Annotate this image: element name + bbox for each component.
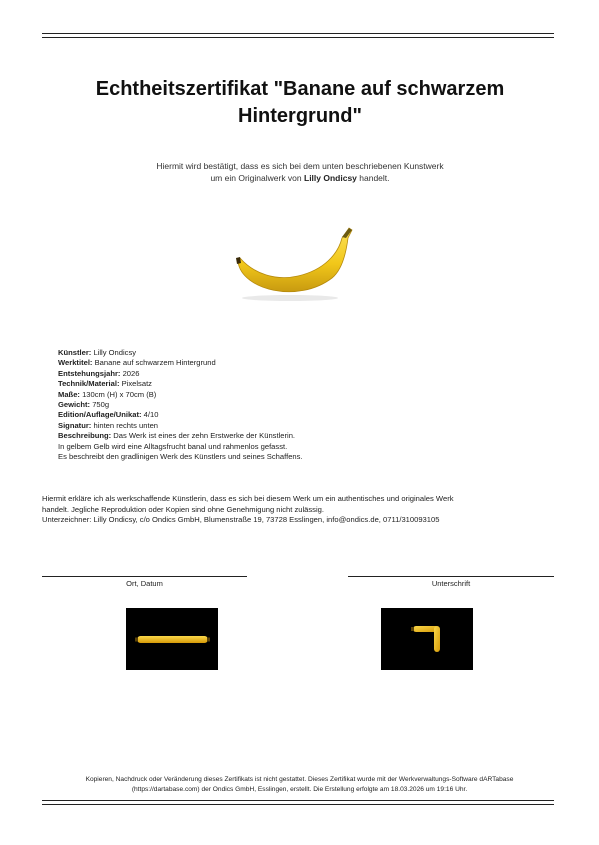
intro-line-2-after: handelt. [356, 173, 390, 183]
description-line-2: In gelbem Gelb wird eine Alltagsfrucht banal und rahmenlos gefasst. [58, 441, 288, 451]
detail-signature: Signatur: hinten rechts unten [58, 420, 159, 430]
detail-dimensions: Maße: 130cm (H) x 70cm (B) [58, 389, 157, 399]
declaration-line-1: Hiermit erkläre ich als werkschaffende Künstlerin, dass es sich bei diesem Werk um ein authentisches und originales Werk [42, 494, 454, 503]
footer-line-1: Kopieren, Nachdruck oder Veränderung dieses Zertifikats ist nicht gestattet. Dieses Zertifikat wurde mit der Werkverwaltungs-Software dARTabase [85, 776, 514, 783]
top-rule-1 [42, 33, 554, 34]
intro-line-2-before: um ein Originalwerk von [210, 173, 304, 183]
thumbnail-angled-banana [381, 608, 473, 670]
angled-banana-icon [381, 608, 473, 670]
authenticity-declaration [42, 494, 562, 526]
artwork-details [58, 348, 538, 462]
place-date-line [42, 576, 247, 577]
detail-year: Entstehungsjahr: 2026 [58, 368, 140, 378]
signature-label: Unterschrift [431, 579, 471, 588]
bottom-rule-2 [42, 804, 554, 805]
declaration-line-2: handelt. Jegliche Reproduktion oder Kopien sind ohne Genehmigung nicht zulässig. [42, 504, 324, 514]
bottom-rule-1 [42, 800, 554, 801]
intro-artist-name: Lilly Ondicsy [304, 173, 357, 183]
place-date-label: Ort, Datum [126, 579, 163, 588]
thumbnail-straight-banana [126, 608, 218, 670]
detail-edition: Edition/Auflage/Unikat: 4/10 [58, 410, 159, 420]
detail-technique: Technik/Material: Pixelsatz [58, 379, 152, 389]
certificate-footer [42, 775, 557, 794]
signature-line [348, 576, 554, 577]
intro-line-1: Hiermit wird bestätigt, dass es sich bei dem unten beschriebenen Kunstwerk [156, 161, 444, 171]
certificate-title: Echtheitszertifikat "Banane auf schwarzem Hintergrund" [95, 78, 505, 127]
straight-banana-icon [126, 608, 218, 670]
description-line-3: Es beschreibt den gradlinigen Werk des Künstlers und seines Schaffens. [58, 452, 303, 462]
detail-title: Werktitel: Banane auf schwarzem Hintergrund [58, 358, 216, 368]
top-rule-2 [42, 37, 554, 38]
footer-line-2: (https://dartabase.com) der Ondics GmbH, Esslingen, erstellt. Die Erstellung erfolgte am 18.03.2026 um 19:16 Uhr. [131, 785, 468, 793]
detail-weight: Gewicht: 750g [58, 400, 110, 410]
declaration-line-3: Unterzeichner: Lilly Ondicsy, c/o Ondics GmbH, Blumenstraße 19, 73728 Esslingen, info@ondics.de, 0711/310093105 [42, 515, 440, 525]
artwork-banana-image [228, 226, 368, 306]
detail-artist: Künstler: Lilly Ondicsy [58, 348, 137, 357]
intro-line-2 [60, 172, 540, 184]
intro-text [60, 160, 540, 184]
detail-description: Beschreibung: Das Werk ist eines der zehn Erstwerke der Künstlerin. [58, 431, 296, 441]
